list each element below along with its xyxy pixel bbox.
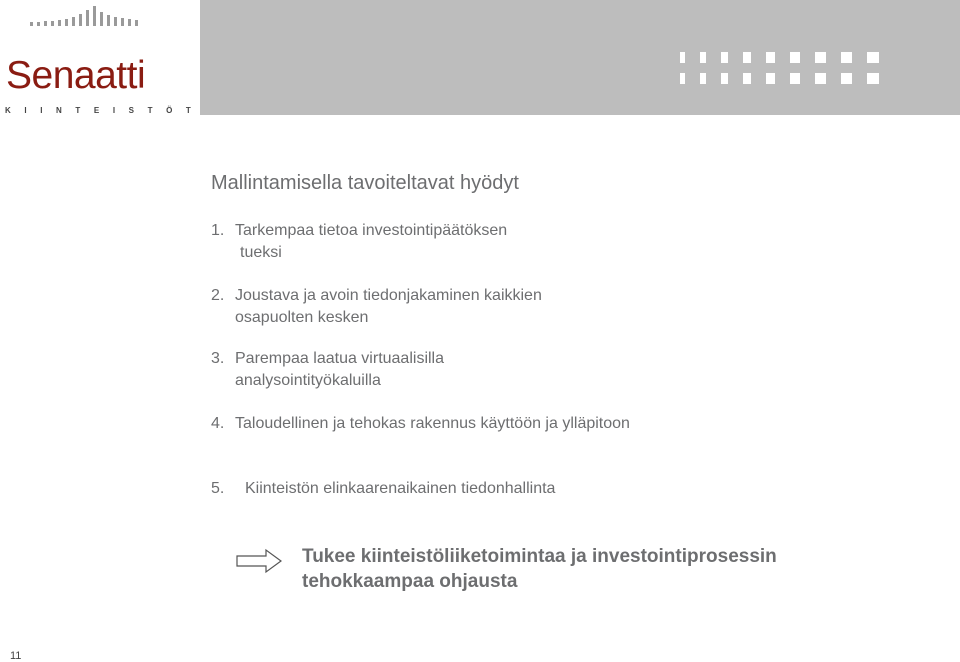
item-text: Taloudellinen ja tehokas rakennus käyttöön ja ylläpitoon (235, 415, 630, 432)
senaatti-logo (0, 0, 205, 115)
page-number: 11 (10, 650, 22, 662)
decorative-bars (680, 52, 894, 94)
header-band (200, 0, 960, 115)
list-item (211, 413, 630, 435)
item-text-continued: osapuolten kesken (235, 309, 369, 326)
item-text-continued: tueksi (240, 244, 282, 261)
right-arrow-icon (236, 548, 282, 579)
item-text: Parempaa laatua virtuaalisilla (235, 350, 444, 367)
conclusion-line: tehokkaampaa ohjausta (302, 571, 518, 592)
slide-title: Mallintamisella tavoiteltavat hyödyt (211, 172, 519, 194)
item-text: Tarkempaa tietoa investointipäätöksen (235, 222, 508, 239)
conclusion-text (302, 544, 777, 594)
item-text-continued: analysointityökaluilla (235, 372, 381, 389)
item-number: 3. (211, 350, 225, 367)
logo-subtitle: KIINTEISTÖT (5, 106, 205, 115)
conclusion-line: Tukee kiinteistöliiketoimintaa ja investointiprosessin (302, 546, 777, 567)
list-item (211, 220, 507, 264)
item-text: Kiinteistön elinkaarenaikainen tiedonhallinta (245, 480, 556, 497)
item-text: Joustava ja avoin tiedonjakaminen kaikkien (235, 287, 542, 304)
item-number: 1. (211, 222, 225, 239)
item-number: 5. (211, 480, 225, 497)
item-number: 4. (211, 415, 225, 432)
list-item (211, 285, 542, 329)
logo-wordmark: Senaatti (6, 54, 146, 97)
item-number: 2. (211, 287, 225, 304)
list-item (211, 478, 555, 500)
list-item (211, 348, 444, 392)
